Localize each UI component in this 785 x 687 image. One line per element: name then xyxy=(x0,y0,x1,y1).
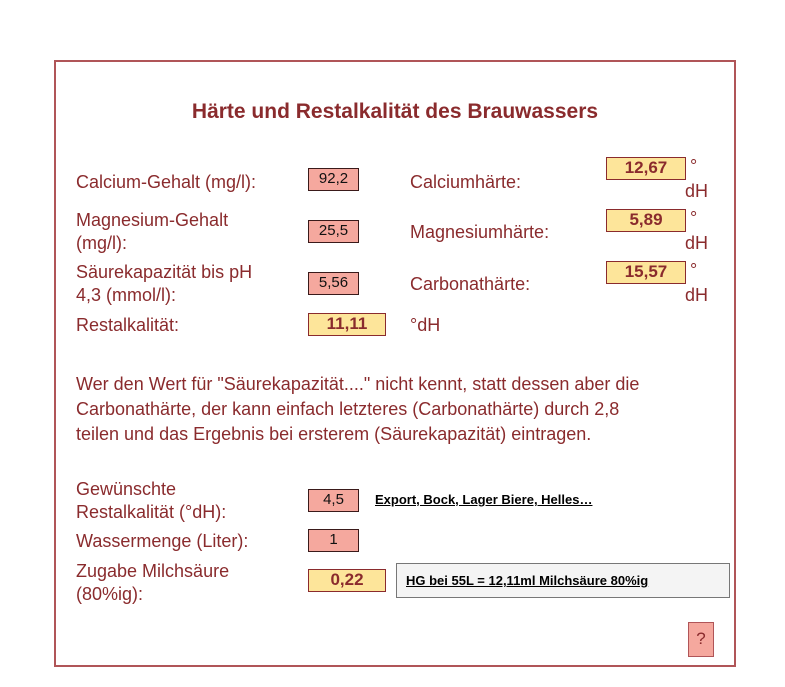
magnesium-label-line2: (mg/l): xyxy=(76,233,127,253)
calciumhaerte-output: 12,67 xyxy=(606,157,686,180)
note-line-2: Carbonathärte, der kann einfach letzteres (Carbonathärte) durch 2,8 xyxy=(76,399,620,419)
help-button[interactable]: ? xyxy=(688,622,714,657)
beer-style-hint: Export, Bock, Lager Biere, Helles… xyxy=(375,492,593,507)
calcium-label: Calcium-Gehalt (mg/l): xyxy=(76,172,257,192)
note-line-1: Wer den Wert für "Säurekapazität...." nicht kennt, statt dessen aber die xyxy=(76,374,640,394)
milchsaeure-label-line2: (80%ig): xyxy=(76,584,144,604)
restalkalitaet-unit: °dH xyxy=(410,315,441,335)
carbonathaerte-label: Carbonathärte: xyxy=(410,274,531,294)
magnesium-label-line1: Magnesium-Gehalt xyxy=(76,210,229,230)
milchsaeure-output: 0,22 xyxy=(308,569,386,592)
magnesiumhaerte-unit-dh: dH xyxy=(685,233,709,253)
carbonathaerte-unit-degree: ° xyxy=(690,260,698,280)
gewuenschte-label-line2: Restalkalität (°dH): xyxy=(76,502,227,522)
restalkalitaet-output: 11,11 xyxy=(308,313,386,336)
wassermenge-input[interactable]: 1 xyxy=(308,529,359,552)
saeurekapazitaet-label-line1: Säurekapazität bis pH xyxy=(76,262,253,282)
gewuenschte-label-line1: Gewünschte xyxy=(76,479,177,499)
carbonathaerte-unit-dh: dH xyxy=(685,285,709,305)
saeurekapazitaet-input[interactable]: 5,56 xyxy=(308,272,359,295)
magnesiumhaerte-unit-degree: ° xyxy=(690,208,698,228)
calcium-input[interactable]: 92,2 xyxy=(308,168,359,191)
gewuenschte-restalkalitaet-input[interactable]: 4,5 xyxy=(308,489,359,512)
calciumhaerte-label: Calciumhärte: xyxy=(410,172,522,192)
milchsaeure-label-line1: Zugabe Milchsäure xyxy=(76,561,230,581)
calciumhaerte-unit-degree: ° xyxy=(690,156,698,176)
restalkalitaet-label: Restalkalität: xyxy=(76,315,180,335)
magnesiumhaerte-label: Magnesiumhärte: xyxy=(410,222,550,242)
milchsaeure-hint: HG bei 55L = 12,11ml Milchsäure 80%ig xyxy=(406,573,649,588)
magnesium-input[interactable]: 25,5 xyxy=(308,220,359,243)
carbonathaerte-output: 15,57 xyxy=(606,261,686,284)
page-title: Härte und Restalkalität des Brauwassers xyxy=(191,100,599,123)
saeurekapazitaet-label-line2: 4,3 (mmol/l): xyxy=(76,285,177,305)
calciumhaerte-unit-dh: dH xyxy=(685,181,709,201)
wassermenge-label: Wassermenge (Liter): xyxy=(76,531,249,551)
magnesiumhaerte-output: 5,89 xyxy=(606,209,686,232)
note-line-3: teilen und das Ergebnis bei ersterem (Säurekapazität) eintragen. xyxy=(76,424,592,444)
